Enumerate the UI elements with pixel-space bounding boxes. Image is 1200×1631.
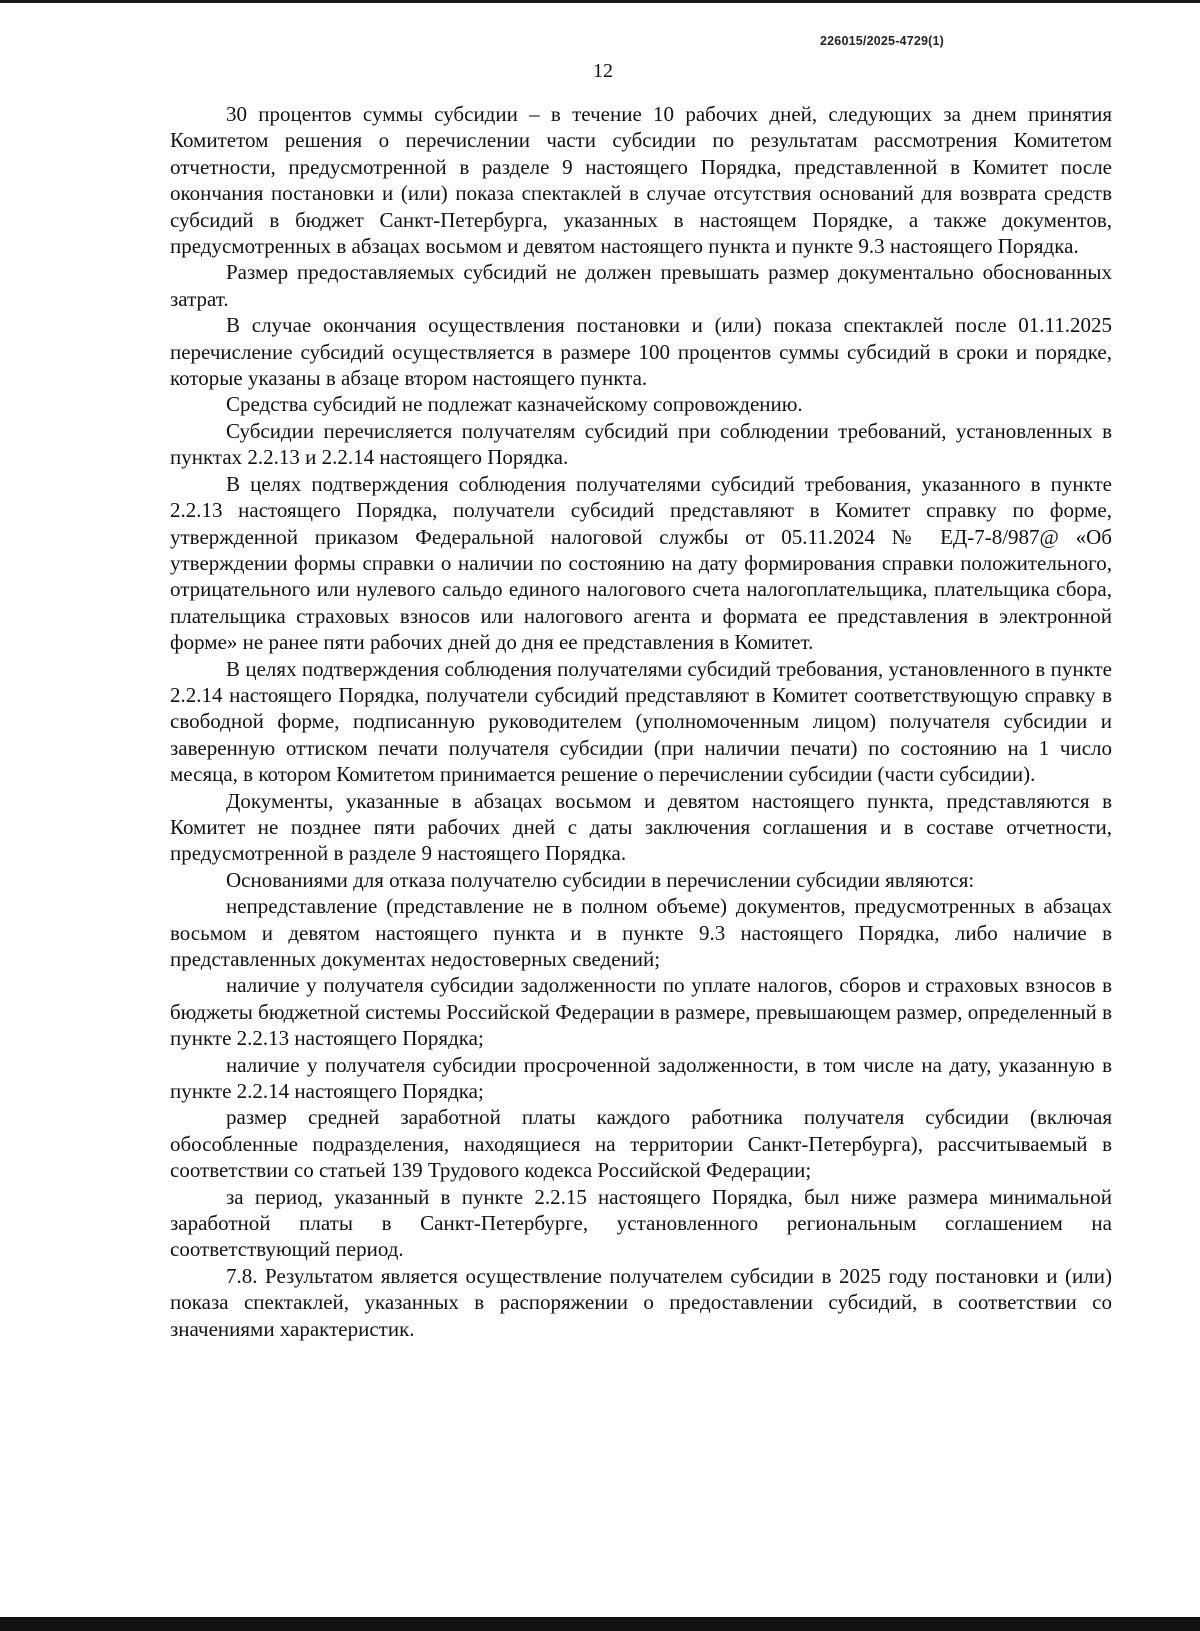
document-body (170, 101, 1112, 1342)
paragraph-refusal-minimum-wage: за период, указанный в пункте 2.2.15 настоящего Порядка, был ниже размера минимальной заработной платы в Санкт-Петербурге, установленного региональным соглашением на соответствующий период. (170, 1184, 1112, 1262)
paragraph-refusal-overdue-debt: наличие у получателя субсидии просроченной задолженности, в том числе на дату, указанную в пункте 2.2.14 настоящего Порядка; (170, 1052, 1112, 1104)
document-reference-number: 226015/2025-4729(1) (820, 34, 945, 48)
page-number: 12 (593, 60, 613, 82)
scan-bottom-edge (0, 1617, 1200, 1631)
paragraph-free-form-certificate: В целях подтверждения соблюдения получателями субсидий требования, установленного в пункте 2.2.14 настоящего Порядка, получатели субсидий представляют в Комитет соответствующую справку в свободной форме, подписанную руководителем (уполномоченным лицом) получателя субсидии и заверенную оттиском печати получателя субсидии (при наличии печати) по состоянию на 1 число месяца, в котором Комитетом принимается решение о перечислении субсидии (части субсидии). (170, 656, 1112, 787)
paragraph-refusal-average-salary: размер средней заработной платы каждого работника получателя субсидии (включая обособленные подразделения, находящиеся на территории Санкт-Петербурга), рассчитываемый в соответствии со статьей 139 Трудового кодекса Российской Федерации; (170, 1105, 1112, 1183)
paragraph-refusal-missing-documents: непредставление (представление не в полном объеме) документов, предусмотренных в абзацах восьмом и девятом настоящего пункта и в пункте 9.3 настоящего Порядка, либо наличие в представленных документах недостоверных сведений; (170, 894, 1112, 971)
paragraph-transfer-conditions: Субсидии перечисляется получателям субсидий при соблюдении требований, установленных в пунктах 2.2.13 и 2.2.14 настоящего Порядка. (170, 418, 1112, 470)
paragraph-tax-certificate: В целях подтверждения соблюдения получателями субсидий требования, указанного в пункте 2.2.13 настоящего Порядка, получатели субсидий представляют в Комитет справку по форме, утвержденной приказом Федеральной налоговой службы от 05.11.2024 № ЕД-7-8/987@ «Об утверждении формы справки о наличии по состоянию на дату формирования справки положительного, отрицательного или нулевого сальдо единого налогового счета налогоплательщика, плательщика сбора, плательщика страховых взносов или налогового агента и формата ее представления в электронной форме» не ранее пяти рабочих дней до дня ее представления в Комитет. (170, 471, 1112, 655)
scan-top-edge (0, 0, 1200, 3)
paragraph-document-deadline: Документы, указанные в абзацах восьмом и девятом настоящего пункта, представляются в Комитет не позднее пяти рабочих дней с даты заключения соглашения и в составе отчетности, предусмотренной в разделе 9 настоящего Порядка. (170, 788, 1112, 866)
paragraph-result-7-8: 7.8. Результатом является осуществление получателем субсидии в 2025 году постановки и (или) показа спектаклей, указанных в распоряжении о предоставлении субсидий, в соответствии со значениями характеристик. (170, 1263, 1112, 1341)
paragraph-treasury-support: Средства субсидий не подлежат казначейскому сопровождению. (226, 392, 803, 417)
paragraph-late-completion: В случае окончания осуществления постановки и (или) показа спектаклей после 01.11.2025 перечисление субсидий осуществляется в размере 100 процентов суммы субсидий в сроки и порядке, которые указаны в абзаце втором настоящего пункта. (170, 313, 1112, 391)
paragraph-refusal-tax-debt: наличие у получателя субсидии задолженности по уплате налогов, сборов и страховых взносов в бюджеты бюджетной системы Российской Федерации в размере, превышающем размер, определенный в пункте 2.2.13 настоящего Порядка; (170, 973, 1112, 1051)
paragraph-subsidy-limit: Размер предоставляемых субсидий не должен превышать размер документально обоснованных затрат. (170, 260, 1112, 311)
paragraph-refusal-grounds: Основаниями для отказа получателю субсидии в перечислении субсидии являются: (226, 867, 975, 892)
paragraph-payment-terms: 30 процентов суммы субсидии – в течение 10 рабочих дней, следующих за днем принятия Комитетом решения о перечислении части субсидии по результатам рассмотрения Комитетом отчетности, предусмотренной в разделе 9 настоящего Порядка, представленной в Комитет после окончания постановки и (или) показа спектаклей в случае отсутствия оснований для возврата средств субсидий в бюджет Санкт-Петербурга, указанных в настоящем Порядке, а также документов, предусмотренных в абзацах восьмом и девятом настоящего пункта и пункте 9.3 настоящего Порядка. (170, 102, 1112, 259)
